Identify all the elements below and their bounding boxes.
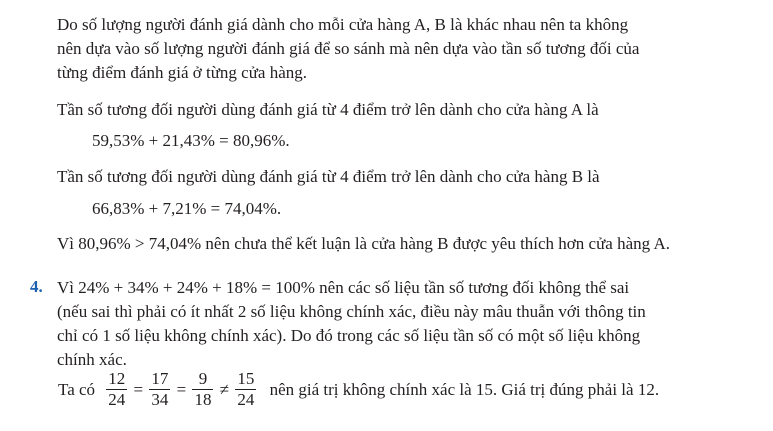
store-a-text: Tần số tương đối người dùng đánh giá từ 4 điểm trở lên dành cho cửa hàng A là bbox=[57, 100, 599, 119]
fraction-equation bbox=[57, 369, 660, 410]
problem-line-3: chỉ có 1 số liệu không chính xác). Do đó trong các số liệu tần số có một số liệu không bbox=[57, 326, 641, 345]
fraction-denominator: 24 bbox=[108, 390, 126, 409]
paragraph-line-3: từng điểm đánh giá ở từng cửa hàng. bbox=[57, 63, 308, 82]
equals-sign: = bbox=[133, 379, 144, 399]
fraction-numerator: 15 bbox=[237, 369, 255, 388]
ta-co-label: Ta có bbox=[58, 379, 96, 399]
fraction-1 bbox=[106, 369, 127, 410]
problem-line-1: Vì 24% + 34% + 24% + 18% = 100% nên các số liệu tần số tương đối không thể sai bbox=[57, 278, 630, 297]
problem-number: 4. bbox=[30, 277, 43, 296]
problem-line-4: chính xác. bbox=[57, 350, 127, 369]
conclusion-tail: nên giá trị không chính xác là 15. Giá trị đúng phải là 12. bbox=[269, 379, 660, 399]
fraction-numerator: 9 bbox=[192, 369, 213, 390]
paragraph-line-2: nên dựa vào số lượng người đánh giá để so sánh mà nên dựa vào tần số tương đối của bbox=[57, 39, 640, 58]
conclusion-text: Vì 80,96% > 74,04% nên chưa thể kết luận là cửa hàng B được yêu thích hơn cửa hàng A. bbox=[57, 234, 670, 253]
fraction-denominator: 18 bbox=[194, 390, 212, 409]
paragraph-line-1: Do số lượng người đánh giá dành cho mỗi cửa hàng A, B là khác nhau nên ta không bbox=[57, 15, 629, 34]
fraction-2 bbox=[149, 369, 170, 410]
fraction-denominator: 34 bbox=[151, 390, 169, 409]
fraction-denominator: 24 bbox=[237, 390, 255, 409]
fraction-numerator: 12 bbox=[108, 369, 126, 388]
store-b-text: Tần số tương đối người dùng đánh giá từ 4 điểm trở lên dành cho cửa hàng B là bbox=[57, 167, 600, 186]
fraction-4 bbox=[235, 369, 256, 410]
fraction-numerator: 17 bbox=[151, 369, 169, 388]
not-equal-sign: ≠ bbox=[219, 379, 230, 399]
problem-line-2: (nếu sai thì phải có ít nhất 2 số liệu không chính xác, điều này mâu thuẫn với thông tin bbox=[57, 302, 646, 321]
fraction-3 bbox=[192, 369, 213, 410]
store-b-formula: 66,83% + 7,21% = 74,04%. bbox=[92, 199, 282, 218]
store-a-formula: 59,53% + 21,43% = 80,96%. bbox=[92, 131, 290, 150]
equals-sign: = bbox=[176, 379, 187, 399]
